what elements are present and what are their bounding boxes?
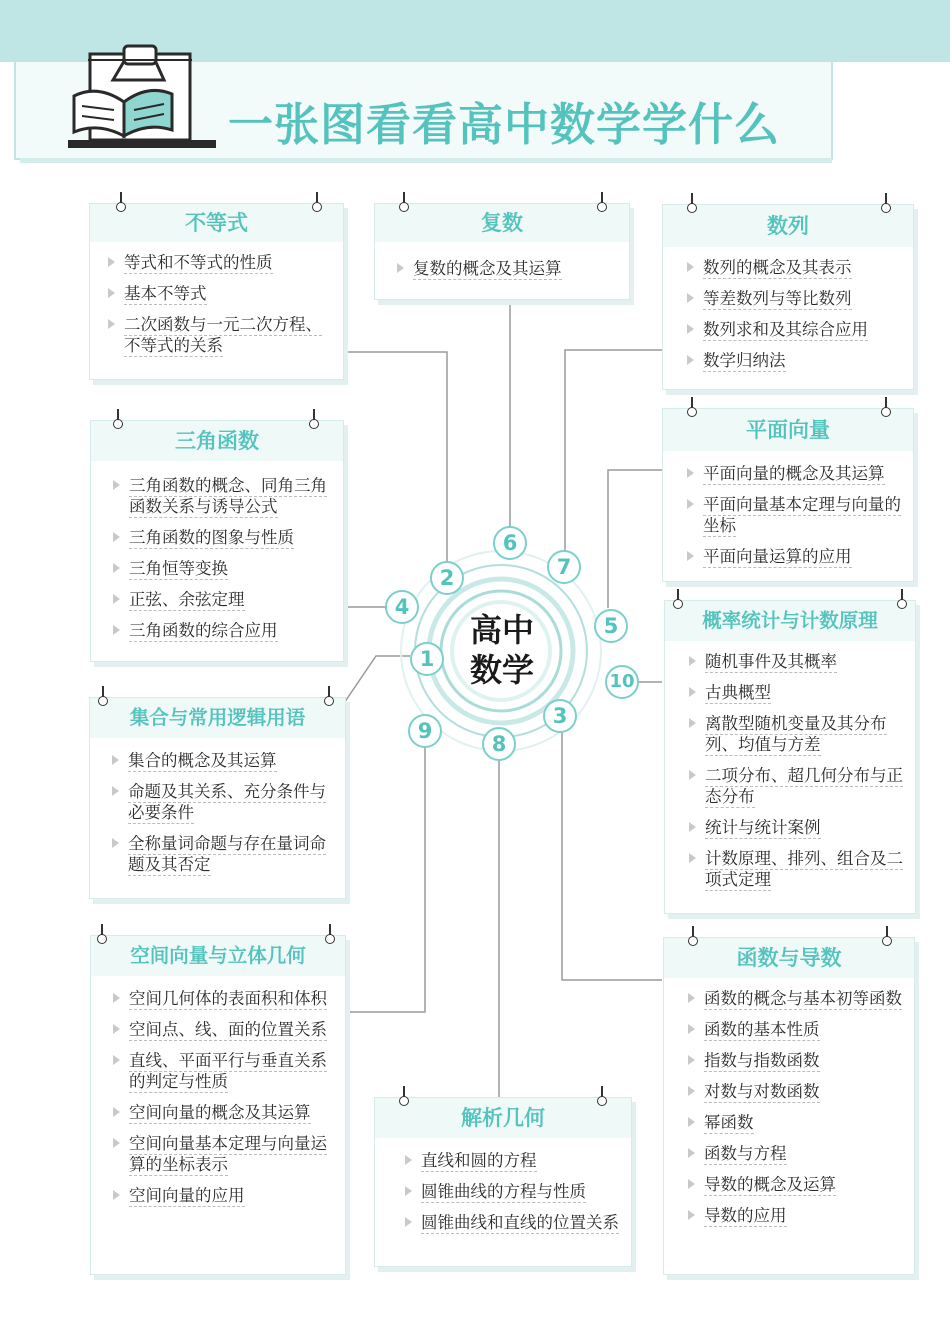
list-item: 数列求和及其综合应用 [685, 319, 909, 340]
list-item: 函数的基本性质 [686, 1019, 910, 1040]
node-1: 1 [410, 642, 444, 676]
pin-icon [324, 686, 334, 708]
list-item: 三角函数的概念、同角三角函数关系与诱导公式 [111, 475, 339, 517]
node-7: 7 [547, 550, 581, 584]
center-label-line1: 高中 [469, 611, 534, 649]
list-item: 导数的概念及运算 [686, 1174, 910, 1195]
list-item: 三角函数的综合应用 [111, 620, 339, 641]
center-label-line2: 数学 [469, 651, 534, 689]
card-space-geometry [90, 935, 346, 1275]
node-10: 10 [605, 665, 639, 699]
card-title: 数列 [663, 205, 913, 247]
list-item: 命题及其关系、充分条件与必要条件 [110, 781, 342, 823]
pin-icon [597, 1086, 607, 1108]
list-item: 平面向量的概念及其运算 [685, 463, 909, 484]
pin-icon [687, 397, 697, 419]
pin-icon [881, 193, 891, 215]
card-title: 概率统计与计数原理 [665, 601, 915, 641]
list-item: 二次函数与一元二次方程、不等式的关系 [106, 314, 338, 356]
pin-icon [399, 192, 409, 214]
list-item: 三角恒等变换 [111, 558, 339, 579]
card-probability-statistics [664, 600, 916, 914]
card-inequality [89, 203, 344, 380]
list-item: 直线、平面平行与垂直关系的判定与性质 [111, 1050, 341, 1092]
list-item: 随机事件及其概率 [687, 651, 911, 672]
list-item: 空间向量基本定理与向量运算的坐标表示 [111, 1133, 341, 1175]
list-item: 空间向量的概念及其运算 [111, 1102, 341, 1123]
pin-icon [312, 192, 322, 214]
node-5: 5 [594, 609, 628, 643]
pin-icon [113, 409, 123, 431]
node-4: 4 [385, 590, 419, 624]
list-item: 集合的概念及其运算 [110, 750, 342, 771]
list-item: 平面向量运算的应用 [685, 546, 909, 567]
node-9: 9 [408, 714, 442, 748]
card-function-derivative [663, 937, 915, 1275]
card-title: 复数 [375, 204, 629, 242]
pin-icon [399, 1086, 409, 1108]
list-item: 空间几何体的表面积和体积 [111, 988, 341, 1009]
pin-icon [897, 589, 907, 611]
list-item: 数学归纳法 [685, 350, 909, 371]
pin-icon [688, 926, 698, 948]
node-8: 8 [482, 727, 516, 761]
card-title: 解析几何 [375, 1098, 631, 1138]
node-3: 3 [543, 699, 577, 733]
card-set-logic [89, 697, 346, 899]
list-item: 空间点、线、面的位置关系 [111, 1019, 341, 1040]
list-item: 直线和圆的方程 [403, 1150, 627, 1171]
list-item: 平面向量基本定理与向量的坐标 [685, 494, 909, 536]
pin-icon [673, 589, 683, 611]
list-item: 幂函数 [686, 1112, 910, 1133]
list-item: 正弦、余弦定理 [111, 589, 339, 610]
list-item: 基本不等式 [106, 283, 338, 304]
card-complex-number [374, 203, 630, 300]
list-item: 函数与方程 [686, 1143, 910, 1164]
card-title: 平面向量 [663, 409, 913, 451]
list-item: 离散型随机变量及其分布列、均值与方差 [687, 713, 911, 755]
list-item: 等差数列与等比数列 [685, 288, 909, 309]
list-item: 指数与指数函数 [686, 1050, 910, 1071]
node-6: 6 [493, 526, 527, 560]
list-item: 等式和不等式的性质 [106, 252, 338, 273]
list-item: 全称量词命题与存在量词命题及其否定 [110, 833, 342, 875]
card-trigonometry [90, 420, 344, 662]
list-item: 计数原理、排列、组合及二项式定理 [687, 848, 911, 890]
pin-icon [597, 192, 607, 214]
card-title: 空间向量与立体几何 [91, 936, 345, 976]
page-title: 一张图看看高中数学学什么 [228, 98, 781, 151]
node-2: 2 [430, 561, 464, 595]
list-item: 统计与统计案例 [687, 817, 911, 838]
pin-icon [116, 192, 126, 214]
list-item: 函数的概念与基本初等函数 [686, 988, 910, 1009]
card-title: 集合与常用逻辑用语 [90, 698, 345, 738]
list-item: 二项分布、超几何分布与正态分布 [687, 765, 911, 807]
pin-icon [309, 409, 319, 431]
list-item: 空间向量的应用 [111, 1185, 341, 1206]
pin-icon [97, 924, 107, 946]
list-item: 复数的概念及其运算 [395, 258, 625, 279]
pin-icon [98, 686, 108, 708]
list-item: 圆锥曲线和直线的位置关系 [403, 1212, 627, 1233]
pin-icon [325, 924, 335, 946]
card-title: 三角函数 [91, 421, 343, 461]
list-item: 古典概型 [687, 682, 911, 703]
card-title: 不等式 [90, 204, 343, 242]
pin-icon [881, 397, 891, 419]
card-plane-vector [662, 408, 914, 582]
card-sequence [662, 204, 914, 390]
center-label [462, 610, 542, 690]
card-title: 函数与导数 [664, 938, 914, 978]
list-item: 对数与对数函数 [686, 1081, 910, 1102]
list-item: 三角函数的图象与性质 [111, 527, 339, 548]
list-item: 数列的概念及其表示 [685, 257, 909, 278]
pin-icon [882, 926, 892, 948]
list-item: 圆锥曲线的方程与性质 [403, 1181, 627, 1202]
list-item: 导数的应用 [686, 1205, 910, 1226]
pin-icon [687, 193, 697, 215]
card-analytic-geometry [374, 1097, 632, 1267]
